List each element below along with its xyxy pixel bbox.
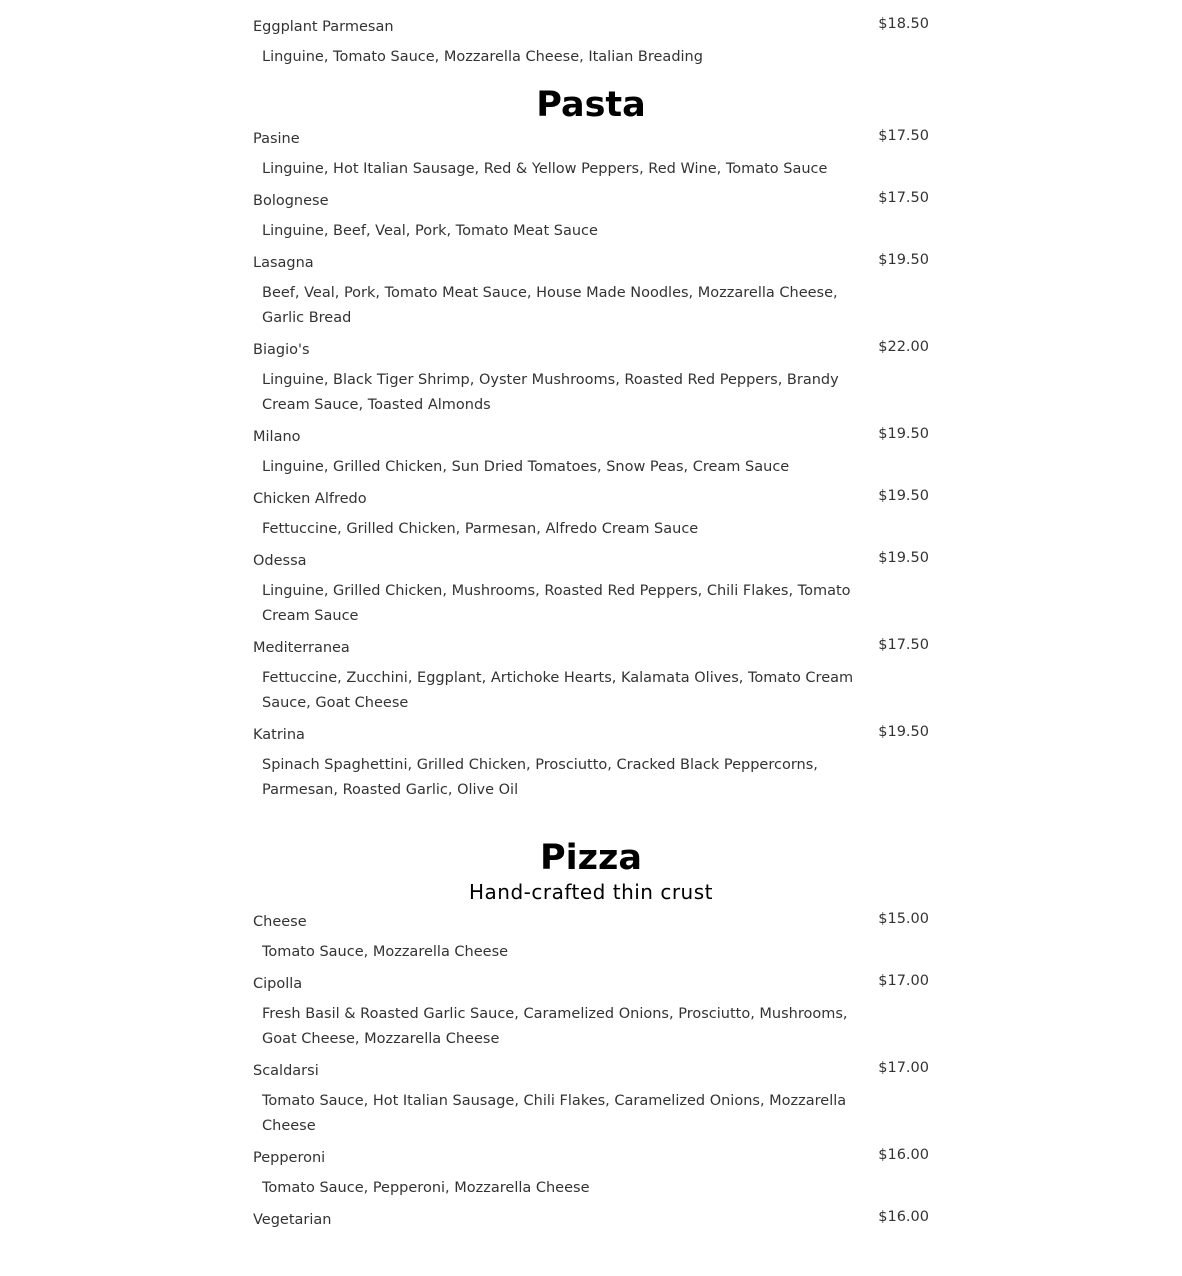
menu-item-row [253,188,929,211]
menu-item-name: Pepperoni [253,1150,326,1166]
menu-item-name: Cheese [253,914,307,930]
menu-item [253,1207,929,1230]
menu-item-description: Linguine, Grilled Chicken, Sun Dried Tomatoes, Snow Peas, Cream Sauce [262,459,790,475]
menu-item-description: Fresh Basil & Roasted Garlic Sauce, Caramelized Onions, Prosciutto, Mushrooms, Goat Cheese, Mozzarella Cheese [262,1006,848,1047]
menu-item-description: Beef, Veal, Pork, Tomato Meat Sauce, House Made Noodles, Mozzarella Cheese, Garlic Bread [262,285,838,326]
menu-item-description: Fettuccine, Zucchini, Eggplant, Artichoke Hearts, Kalamata Olives, Tomato Cream Sauce, Goat Cheese [262,670,854,711]
menu-item-price: $18.50 [878,16,929,32]
menu-item [253,548,929,635]
menu-item [253,722,929,809]
section-title: Pizza [539,838,642,878]
menu-item [253,635,929,722]
menu-item-price: $17.00 [878,973,929,989]
menu-item-description: Tomato Sauce, Hot Italian Sausage, Chili Flakes, Caramelized Onions, Mozzarella Cheese [262,1093,847,1134]
menu-item [253,424,929,486]
menu-item-row [253,126,929,149]
menu-item [253,337,929,424]
menu-item-row [253,14,929,37]
menu-item-description: Linguine, Black Tiger Shrimp, Oyster Mushrooms, Roasted Red Peppers, Brandy Cream Sauce, Toasted Almonds [262,372,839,413]
menu-item [253,250,929,337]
menu-item [253,188,929,250]
menu-item-price: $15.00 [878,911,929,927]
menu-item-row [253,909,929,932]
menu-item-row [253,250,929,273]
menu-item-price: $19.50 [878,252,929,268]
menu-item-row [253,337,929,360]
menu-item-description: Linguine, Tomato Sauce, Mozzarella Cheese, Italian Breading [262,49,703,65]
menu-item [253,126,929,188]
menu-item-name: Eggplant Parmesan [253,19,394,35]
menu-item-name: Biagio's [253,342,310,358]
menu-item [253,1058,929,1145]
menu-item-name: Cipolla [253,976,303,992]
menu-item-price: $17.50 [878,128,929,144]
menu-item-description: Linguine, Grilled Chicken, Mushrooms, Roasted Red Peppers, Chili Flakes, Tomato Cream Sauce [262,583,851,624]
menu-item-name: Pasine [253,131,300,147]
menu-item-description: Fettuccine, Grilled Chicken, Parmesan, Alfredo Cream Sauce [262,521,699,537]
menu-item-row [253,548,929,571]
menu-item-name: Bolognese [253,193,329,209]
menu-item-row [253,1058,929,1081]
menu-item-row [253,486,929,509]
menu-item-row [253,971,929,994]
menu-item [253,486,929,548]
menu-item-price: $19.50 [878,550,929,566]
menu-item-description: Tomato Sauce, Mozzarella Cheese [262,944,509,960]
menu-item-price: $19.50 [878,426,929,442]
menu-item [253,971,929,1058]
menu-item-row [253,1207,929,1230]
menu-item-name: Milano [253,429,301,445]
section-title: Pasta [536,85,646,125]
pizza-section-header [253,837,929,905]
pasta-section-header [253,84,929,126]
menu-item-name: Odessa [253,553,307,569]
section-subtitle: Hand-crafted thin crust [468,880,713,904]
menu-item-price: $22.00 [878,339,929,355]
menu-item [253,909,929,971]
menu-item-name: Mediterranea [253,640,350,656]
menu-item-description: Tomato Sauce, Pepperoni, Mozzarella Cheese [262,1180,590,1196]
menu-item-name: Katrina [253,727,305,743]
menu-item-price: $17.50 [878,190,929,206]
menu-item-name: Lasagna [253,255,314,271]
menu-item-price: $16.00 [878,1209,929,1225]
menu-item-row [253,635,929,658]
pasta-item-list [253,126,929,809]
menu-item-price: $19.50 [878,724,929,740]
menu-item-row [253,722,929,745]
menu-item-description: Linguine, Beef, Veal, Pork, Tomato Meat Sauce [262,223,598,239]
section-spacer [253,76,929,84]
section-spacer [253,809,929,837]
menu-item-description: Linguine, Hot Italian Sausage, Red & Yellow Peppers, Red Wine, Tomato Sauce [262,161,828,177]
menu-item-row [253,424,929,447]
pizza-item-list [253,905,929,1230]
menu-item-description: Spinach Spaghettini, Grilled Chicken, Prosciutto, Cracked Black Peppercorns, Parmesan, Roasted Garlic, Olive Oil [262,757,818,798]
menu-item-price: $17.00 [878,1060,929,1076]
menu-item-name: Chicken Alfredo [253,491,367,507]
menu-item-price: $17.50 [878,637,929,653]
menu-item-name: Scaldarsi [253,1063,319,1079]
menu-item-name: Vegetarian [253,1212,332,1228]
menu-item-price: $16.00 [878,1147,929,1163]
menu-item [253,0,929,76]
menu-item-price: $19.50 [878,488,929,504]
menu-column [253,0,929,1230]
menu-item-row [253,1145,929,1168]
menu-item [253,1145,929,1207]
